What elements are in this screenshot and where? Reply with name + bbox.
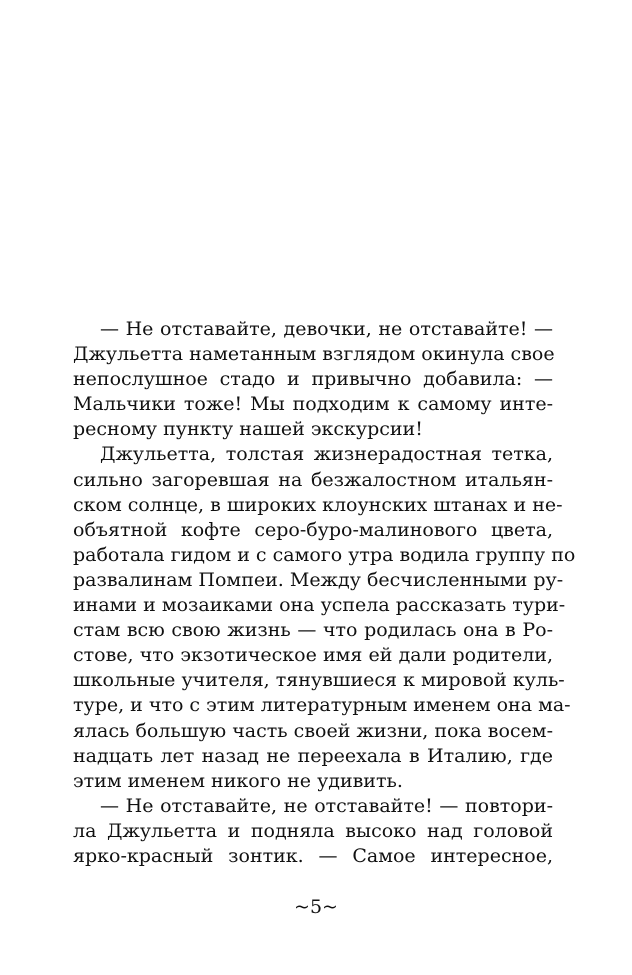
text-line: инами и мозаиками она успела рассказать тури- bbox=[73, 594, 566, 617]
text-line: туре, и что с этим литературным именем она ма- bbox=[73, 694, 571, 717]
text-line: ресному пункту нашей экскурсии! bbox=[73, 418, 423, 441]
text-line: ла Джульетта и подняла высоко над головой bbox=[73, 819, 553, 842]
text-line: школьные учителя, тянувшиеся к мировой куль- bbox=[73, 669, 565, 692]
text-line: Мальчики тоже! Мы подходим к самому инте- bbox=[73, 393, 553, 416]
text-line: надцать лет назад не переехала в Италию, где bbox=[73, 744, 553, 767]
text-line: работала гидом и с самого утра водила группу по bbox=[73, 543, 576, 566]
text-line: объятной кофте серо-буро-малинового цвета, bbox=[73, 518, 553, 541]
text-line: ском солнце, в широких клоунских штанах и не- bbox=[73, 493, 563, 516]
text-line: — Не отставайте, девочки, не отставайте! — bbox=[100, 318, 553, 340]
text-line: этим именем никого не удивить. bbox=[73, 769, 403, 792]
text-line: развалинам Помпеи. Между бесчисленными ру- bbox=[73, 568, 564, 591]
page-number: ~5~ bbox=[294, 896, 338, 918]
text-line: Джульетта наметанным взглядом окинула свое bbox=[73, 343, 555, 366]
text-line: непослушное стадо и привычно добавила: — bbox=[73, 368, 553, 391]
text-line: — Не отставайте, не отставайте! — повтори- bbox=[100, 794, 553, 817]
text-line: стам всю свою жизнь — что родилась она в Ро- bbox=[73, 619, 553, 642]
body-text bbox=[73, 317, 576, 869]
text-line: ялась большую часть своей жизни, пока восем- bbox=[73, 719, 553, 742]
text-line: ярко-красный зонтик. — Самое интересное, bbox=[73, 844, 553, 867]
text-line: стове, что экзотическое имя ей дали родители, bbox=[73, 644, 553, 667]
text-line: сильно загоревшая на безжалостном итальян- bbox=[73, 468, 553, 491]
text-line: Джульетта, толстая жизнерадостная тетка, bbox=[100, 443, 553, 466]
